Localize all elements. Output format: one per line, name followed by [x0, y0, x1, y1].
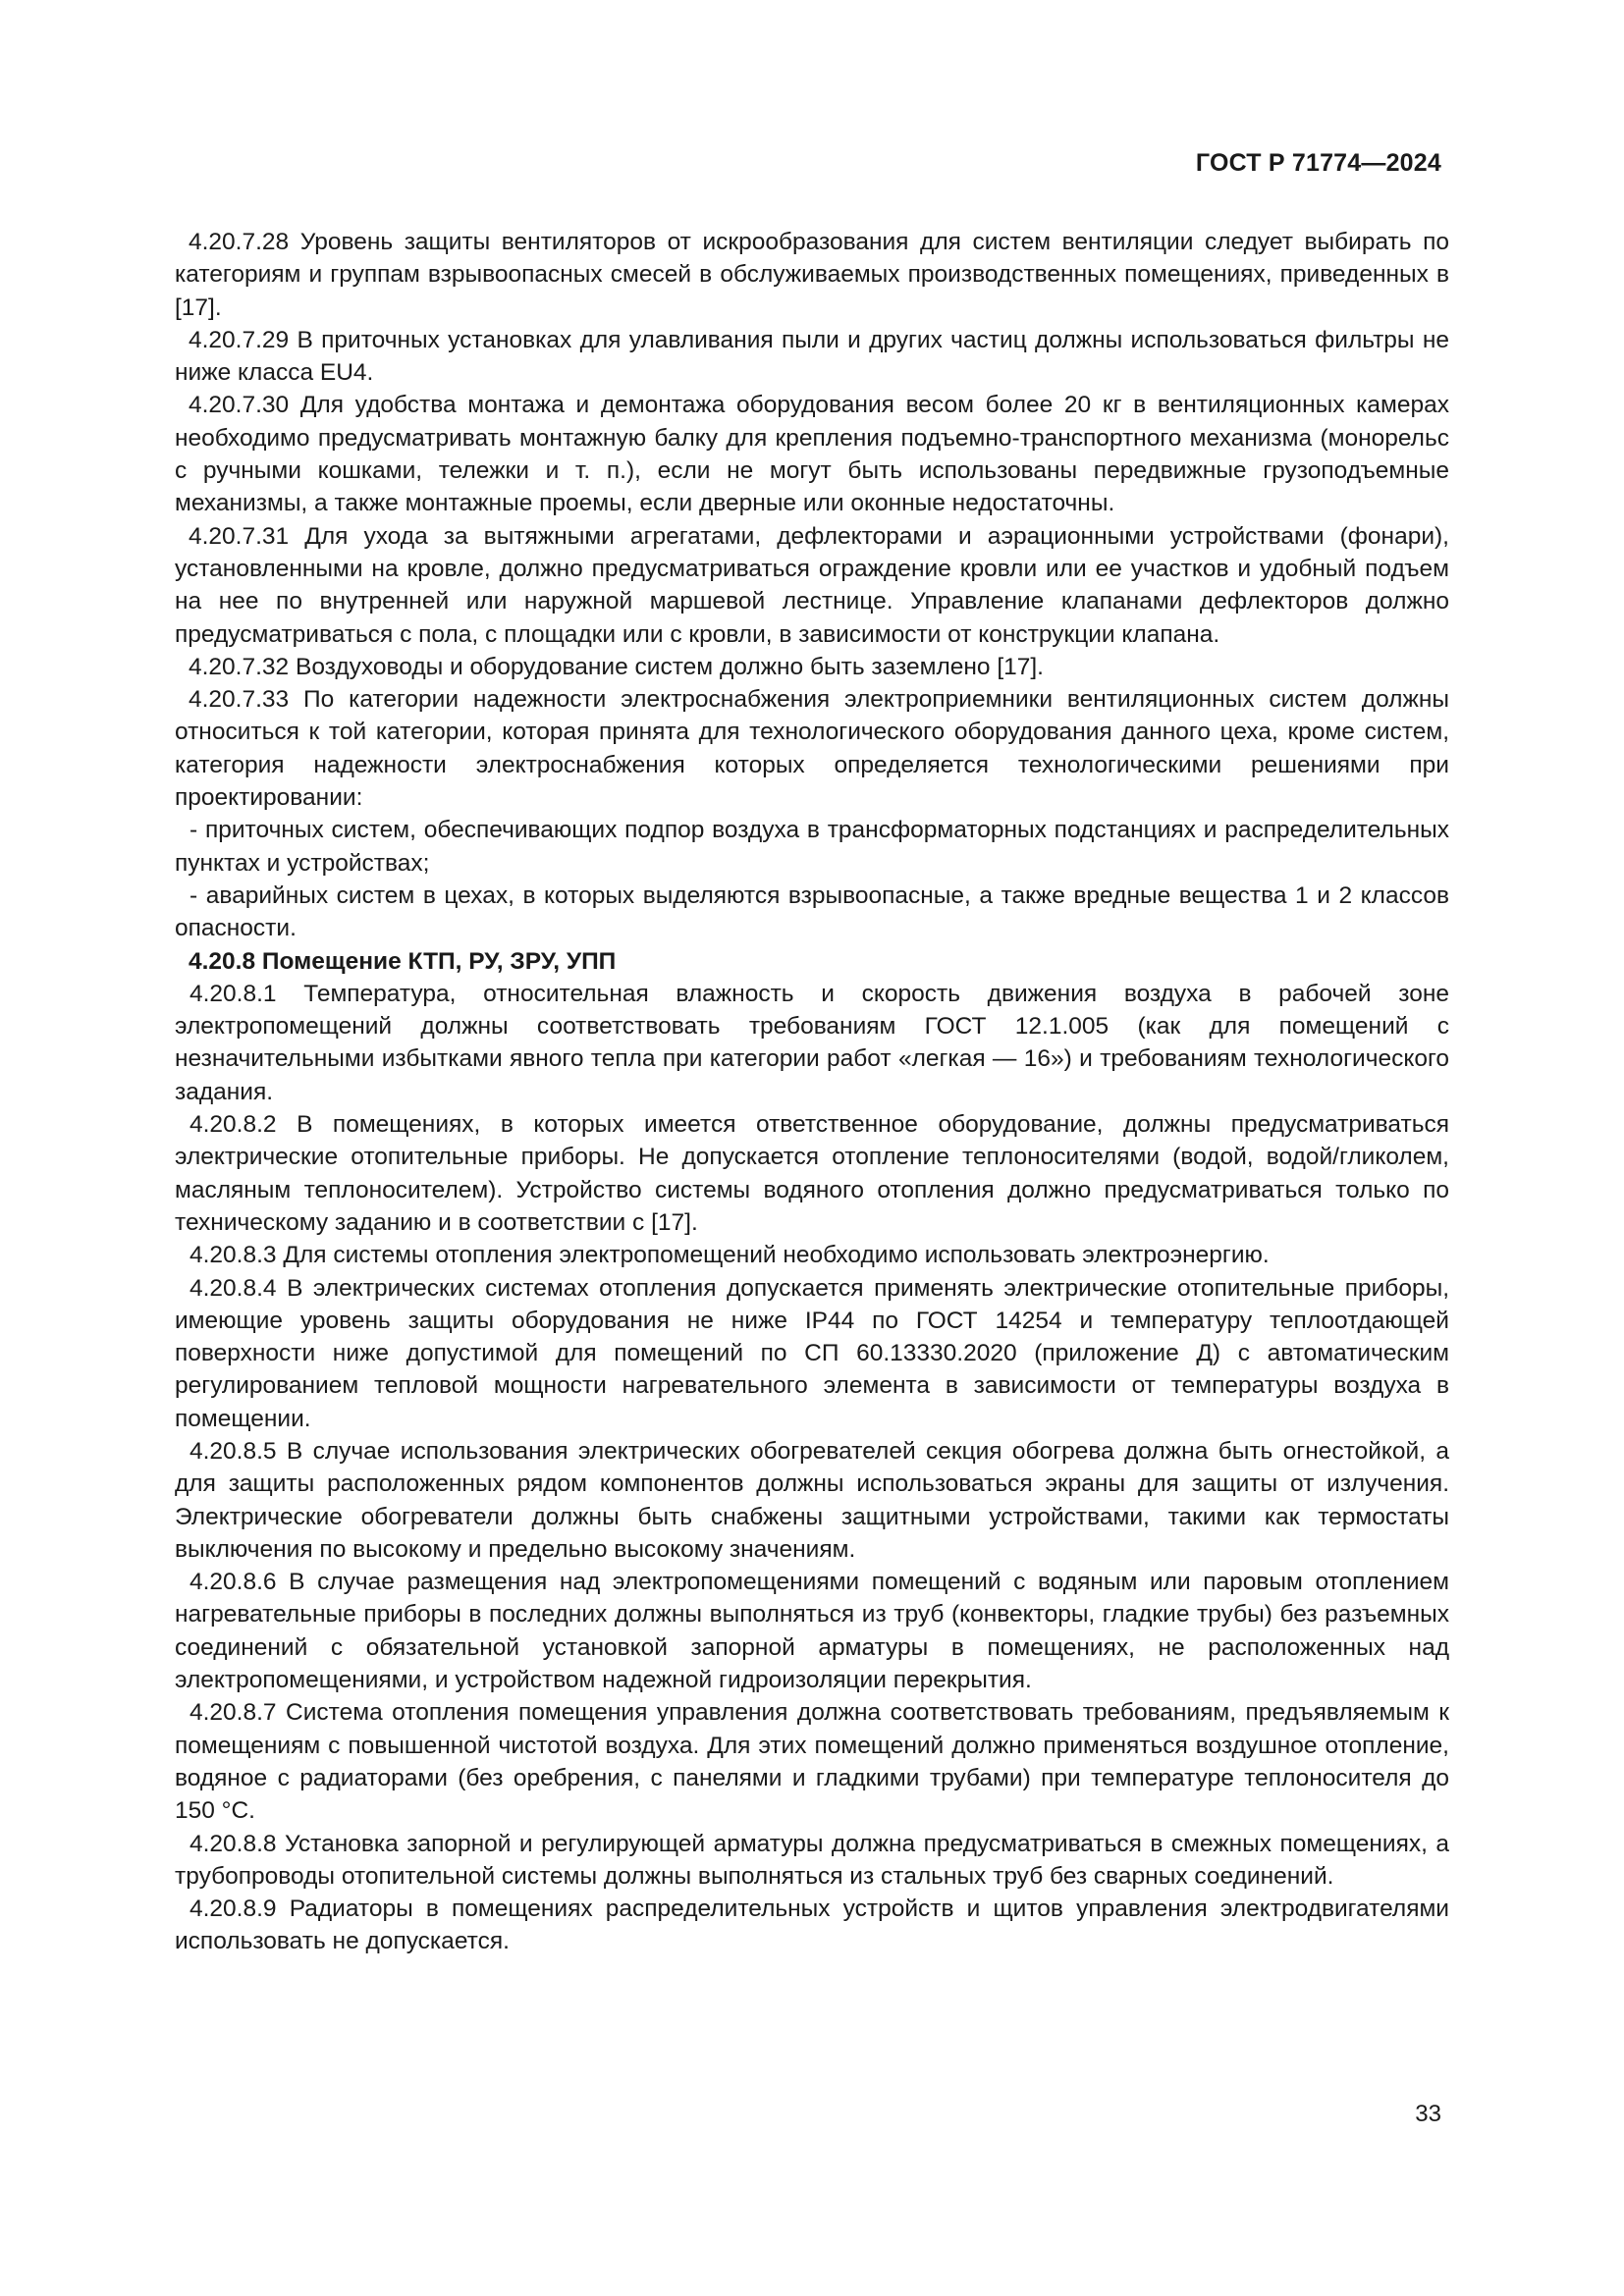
- paragraph-4-20-8-5: 4.20.8.5 В случае использования электрических обогревателей секция обогрева должна быть огнестойкой, а для защиты расположенных рядом компонентов должны использоваться экраны для защиты от излучения. Электрические обогреватели должны быть снабжены защитными устройствами, такими как термостаты выключения по высокому и предельно высокому значениям.: [175, 1437, 1449, 1563]
- paragraph-4-20-8-7: 4.20.8.7 Система отопления помещения управления должна соответствовать требованиям, предъявляемым к помещениям с повышенной чистотой воздуха. Для этих помещений должно применяться воздушное отопление, водяное с радиаторами (без оребрения, с панелями и гладкими трубами) при температуре теплоносителя до 150 °С.: [175, 1699, 1449, 1825]
- paragraph-4-20-8-6: 4.20.8.6 В случае размещения над электропомещениями помещений с водяным или паровым отоплением нагревательные приборы в последних должны выполняться из труб (конвекторы, гладкие трубы) без разъемных соединений с обязательной установкой запорной арматуры в помещениях, не расположенных над электропомещениями, и устройством надежной гидроизоляции перекрытия.: [175, 1569, 1449, 1694]
- page-number: 33: [1415, 2101, 1441, 2127]
- paragraph-4-20-7-32: 4.20.7.32 Воздуховоды и оборудование систем должно быть заземлено [17].: [189, 653, 1044, 680]
- paragraph-4-20-7-33: 4.20.7.33 По категории надежности электроснабжения электроприемники вентиляционных систем должны относиться к той категории, которая принята для технологического оборудования данного цеха, кроме систем, категория надежности электроснабжения которых определяется технологическими решениями при проектировании:: [175, 686, 1449, 812]
- paragraph-4-20-8-8: 4.20.8.8 Установка запорной и регулирующей арматуры должна предусматриваться в смежных помещениях, а трубопроводы отопительной системы должны выполняться из стальных труб без сварных соединений.: [175, 1830, 1449, 1890]
- paragraph-4-20-8-2: 4.20.8.2 В помещениях, в которых имеется ответственное оборудование, должны предусматриваться электрические отопительные приборы. Не допускается отопление теплоносителями (водой, водой/гликолем, масляным теплоносителем). Устройство системы водяного отопления должно предусматриваться только по техническому заданию и в соответствии с [17].: [175, 1111, 1449, 1236]
- paragraph-4-20-7-30: 4.20.7.30 Для удобства монтажа и демонтажа оборудования весом более 20 кг в вентиляционных камерах необходимо предусматривать монтажную балку для крепления подъемно-транспортного механизма (монорельс с ручными кошками, тележки и т. п.), если не могут быть использованы передвижные грузоподъемные механизмы, а также монтажные проемы, если дверные или оконные недостаточны.: [175, 392, 1449, 517]
- list-item: - приточных систем, обеспечивающих подпор воздуха в трансформаторных подстанциях и распределительных пунктах и устройствах;: [175, 817, 1449, 877]
- document-body: [175, 226, 1449, 1958]
- list-item: - аварийных систем в цехах, в которых выделяются взрывоопасные, а также вредные вещества 1 и 2 классов опасности.: [175, 881, 1449, 942]
- paragraph-4-20-8-4: 4.20.8.4 В электрических системах отопления допускается применять электрические отопительные приборы, имеющие уровень защиты оборудования не ниже IP44 по ГОСТ 14254 и температуру теплоотдающей поверхности ниже допустимой для помещений по СП 60.13330.2020 (приложение Д) с автоматическим регулированием тепловой мощности нагревательного элемента в зависимости от температуры воздуха в помещении.: [175, 1274, 1449, 1432]
- paragraph-4-20-7-29: 4.20.7.29 В приточных установках для улавливания пыли и других частиц должны использоваться фильтры не ниже класса EU4.: [175, 326, 1449, 387]
- paragraph-4-20-7-28: 4.20.7.28 Уровень защиты вентиляторов от искрообразования для систем вентиляции следует выбирать по категориям и группам взрывоопасных смесей в обслуживаемых производственных помещениях, приведенных в [17].: [175, 229, 1449, 321]
- paragraph-4-20-8-1: 4.20.8.1 Температура, относительная влажность и скорость движения воздуха в рабочей зоне электропомещений должны соответствовать требованиям ГОСТ 12.1.005 (как для помещений с незначительными избытками явного тепла при категории работ «легкая — 16») и требованиям технологического задания.: [175, 980, 1449, 1105]
- paragraph-4-20-8-9: 4.20.8.9 Радиаторы в помещениях распределительных устройств и щитов управления электродвигателями использовать не допускается.: [175, 1896, 1449, 1955]
- paragraph-4-20-8-3: 4.20.8.3 Для системы отопления электропомещений необходимо использовать электроэнергию.: [189, 1242, 1270, 1269]
- document-header: ГОСТ Р 71774—2024: [1195, 149, 1441, 177]
- section-heading-4-20-8: 4.20.8 Помещение КТП, РУ, ЗРУ, УПП: [189, 947, 617, 975]
- paragraph-4-20-7-31: 4.20.7.31 Для ухода за вытяжными агрегатами, дефлекторами и аэрационными устройствами (фонари), установленными на кровле, должно предусматриваться ограждение кровли или ее участков и удобный подъем на нее по внутренней или наружной маршевой лестнице. Управление клапанами дефлекторов должно предусматриваться с пола, с площадки или с кровли, в зависимости от конструкции клапана.: [175, 522, 1449, 648]
